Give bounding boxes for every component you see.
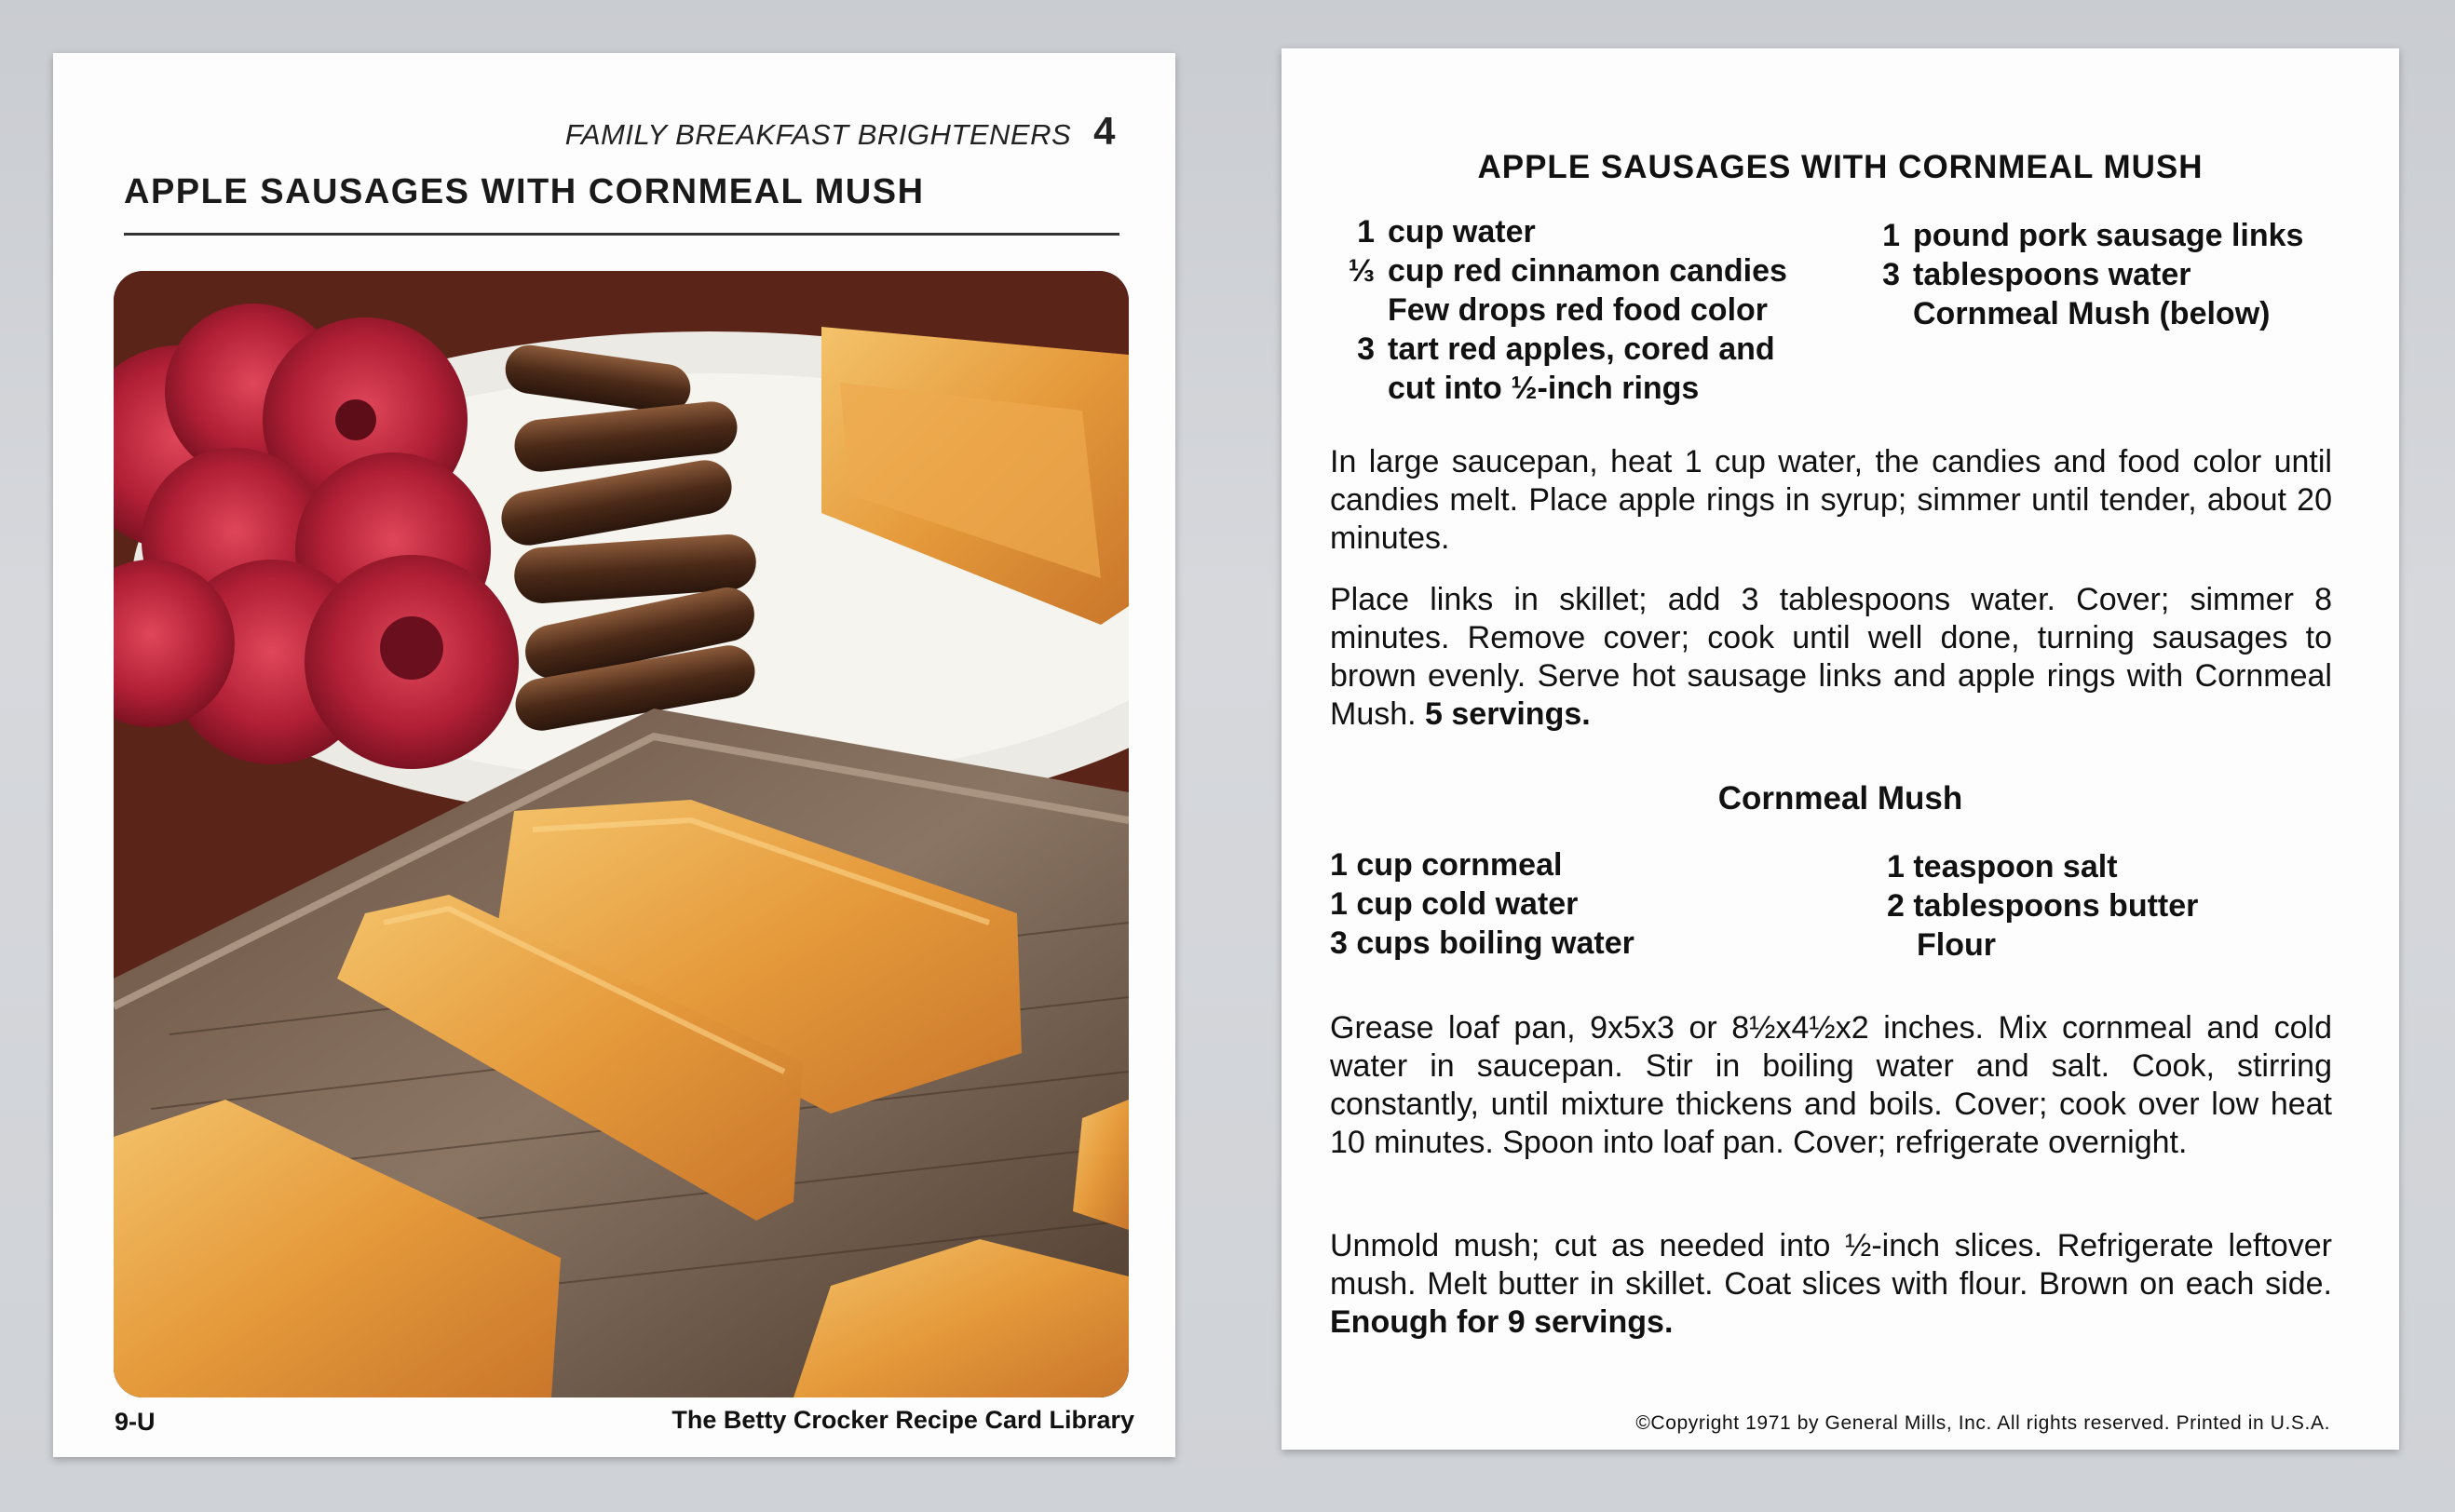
ingredient-qty: 1 [1882, 218, 1900, 253]
ingredient-row [1330, 212, 1787, 251]
ingredient-text: tart red apples, cored and [1388, 331, 1775, 367]
ingredient-row: 2 tablespoons butter [1887, 888, 2199, 924]
step-1: In large saucepan, heat 1 cup water, the candies and food color until candies melt. Place apple rings in syrup; simmer until tender, about 20 minutes. [1330, 444, 2332, 556]
copyright-notice: ©Copyright 1971 by General Mills, Inc. All rights reserved. Printed in U.S.A. [1635, 1412, 2330, 1434]
ingredient-text: cup water [1388, 214, 1536, 250]
ingredient-qty: 1 [1357, 214, 1375, 250]
subrecipe-title: Cornmeal Mush [1717, 780, 1963, 817]
recipe-title: APPLE SAUSAGES WITH CORNMEAL MUSH [124, 172, 925, 211]
ingredient-row [1330, 330, 1787, 369]
ingredient-text: cut into ½-inch rings [1388, 371, 1700, 406]
ingredient-qty: ⅓ [1348, 253, 1375, 289]
card-code: 9-U [115, 1408, 156, 1436]
mush-ingredients-left [1330, 845, 1634, 963]
step-3: Grease loaf pan, 9x5x3 or 8½x4½x2 inches. Mix cornmeal and cold water in saucepan. Stir in boiling water and salt. Cook, stirring constantly, until mixture thickens and boils. Cover; cook over low heat 10 minutes. Spoon into loaf pan. Cover; refrigerate overnight. [1330, 1010, 2332, 1160]
series-name: FAMILY BREAKFAST BRIGHTENERS [564, 118, 1072, 151]
step-4-text: Unmold mush; cut as needed into ½-inch slices. Refrigerate leftover mush. Melt butter in skillet. Coat slices with flour. Brown on each side. [1330, 1228, 2332, 1302]
ingredient-row [1878, 255, 2303, 294]
ingredient-row [1330, 251, 1787, 290]
ingredient-row [1330, 369, 1787, 408]
ingredient-row: Flour [1917, 927, 1996, 963]
ingredient-row [1878, 294, 2303, 333]
ingredient-text: pound pork sausage links [1913, 218, 2304, 253]
ingredient-text: tablespoons water [1913, 257, 2191, 292]
ingredient-qty: 3 [1357, 331, 1375, 367]
series-header [565, 109, 1116, 154]
step-4-yield: Enough for 9 servings. [1330, 1304, 1674, 1340]
ingredient-row: 1 cup cornmeal [1330, 847, 1563, 883]
food-photo [114, 271, 1129, 1397]
ingredient-row: 1 cup cold water [1330, 886, 1579, 922]
ingredient-qty [1878, 294, 1900, 333]
ingredient-qty [1330, 290, 1375, 330]
step-2-text: Place links in skillet; add 3 tablespoons water. Cover; simmer 8 minutes. Remove cover; cook until well done, turning sausages to brown evenly. Serve hot sausage links and apple rings with Cornmeal Mush. [1330, 582, 2332, 732]
step-2-yield: 5 servings. [1425, 696, 1591, 732]
library-name: The Betty Crocker Recipe Card Library [671, 1406, 1134, 1434]
step-4 [1330, 1227, 2332, 1342]
ingredients-right [1878, 216, 2303, 333]
ingredient-qty [1330, 369, 1375, 408]
ingredient-text: cup red cinnamon candies [1388, 253, 1787, 289]
title-divider [124, 233, 1119, 236]
ingredient-row: 3 cups boiling water [1330, 925, 1634, 961]
food-photo-illustration [114, 271, 1129, 1397]
series-number: 4 [1093, 109, 1116, 153]
ingredient-row [1330, 290, 1787, 330]
recipe-card-back [1282, 48, 2399, 1450]
ingredient-row: 1 teaspoon salt [1887, 849, 2118, 884]
ingredient-text: Few drops red food color [1388, 292, 1769, 328]
ingredients-left [1330, 212, 1787, 408]
ingredient-row [1878, 216, 2303, 255]
recipe-card-front [53, 53, 1175, 1457]
ingredient-text: Cornmeal Mush (below) [1913, 296, 2271, 331]
recipe-title-back: APPLE SAUSAGES WITH CORNMEAL MUSH [1477, 149, 2204, 185]
mush-ingredients-right [1887, 847, 2198, 965]
ingredient-qty: 3 [1882, 257, 1900, 292]
step-2 [1330, 581, 2332, 734]
